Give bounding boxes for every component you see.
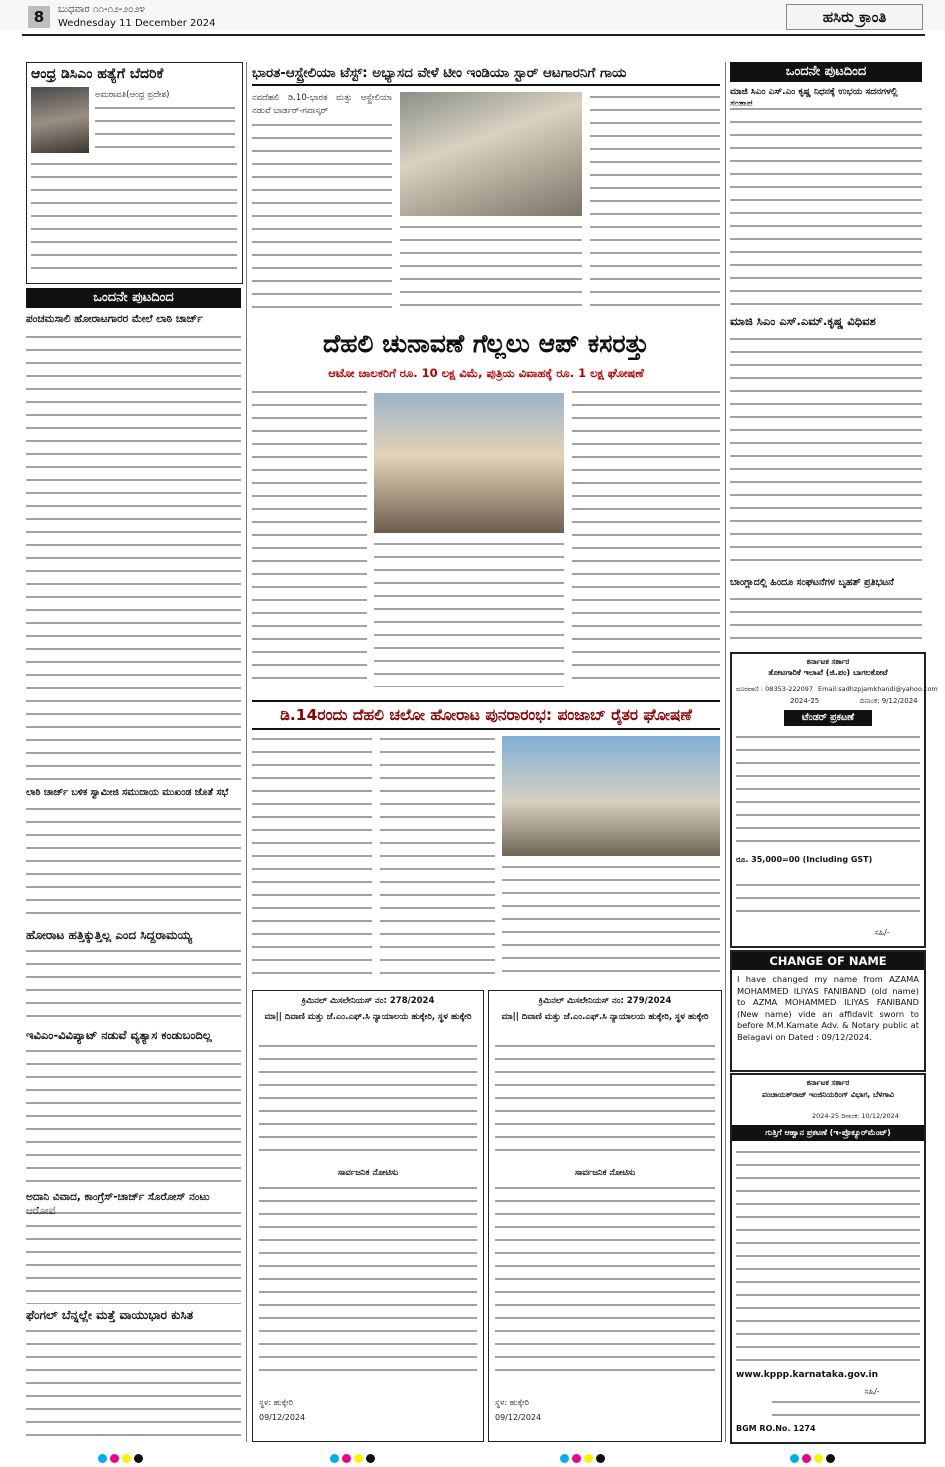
registration-marks-1 <box>98 1448 146 1467</box>
cricket-story <box>252 62 720 317</box>
legal-notice-1 <box>252 990 484 1442</box>
cricket-text-col-2 <box>400 222 582 312</box>
andhra-story <box>26 62 243 284</box>
notice-signoff: ಸಹಿ/- <box>864 1387 880 1396</box>
left-section-label: ಒಂದನೇ ಪುಟದಿಂದ <box>26 288 241 308</box>
left-story-1-text <box>26 332 241 782</box>
farmers-headline: ಡಿ.14ರಂದು ದೆಹಲಿ ಚಲೋ ಹೋರಾಟ ಪುನರಾರಂಭ: ಪಂಜಾಬ್ ರೈತರ ಘೋಷಣೆ <box>252 700 720 730</box>
notice-signatory <box>772 1397 920 1417</box>
left-story-4-text <box>26 1046 241 1186</box>
delhi-text-col-3 <box>572 387 720 687</box>
legal-1-date: 09/12/2024 <box>259 1413 306 1422</box>
delhi-headline: ದೆಹಲಿ ಚುನಾವಣೆ ಗೆಲ್ಲಲು ಆಪ್ ಕಸರತ್ತು <box>323 329 649 358</box>
left-story-3-text <box>26 946 241 1024</box>
legal-2-date: 09/12/2024 <box>495 1413 542 1422</box>
legal-notice-2 <box>488 990 722 1442</box>
tender-notice-belagavi <box>730 1073 926 1444</box>
right-section-label: ಒಂದನೇ ಪುಟದಿಂದ <box>730 62 922 82</box>
andhra-text-1 <box>95 103 235 155</box>
farmers-story <box>252 700 720 985</box>
right-story-3-headline: ಬಾಂಗ್ಲಾದಲ್ಲಿ ಹಿಂದೂ ಸಂಘಟನೆಗಳ ಬೃಹತ್ ಪ್ರತಿಭಟನೆ <box>730 577 894 588</box>
left-story-1-headline: ಪಂಚಮಸಾಲಿ ಹೋರಾಟಗಾರರ ಮೇಲೆ ಲಾಠಿ ಚಾರ್ಜ್ <box>26 313 203 325</box>
tender-title: ಟೆಂಡರ್ ಪ್ರಕಟಣೆ <box>784 710 872 726</box>
change-of-name-body: I have changed my name from AZAMA MOHAMMED ILIYAS FANIBAND (old name) to AZMA MOHAMMED ILIYAS FANIBAND (New name) vide an affidavit sworn to before M.M.Kamate Adv. & Notary public at Belagavi on Dated : 09/12/2024. <box>737 974 919 1042</box>
tender-office: ತೋಟಗಾರಿಕೆ ಇಲಾಖೆ (ಜಿ.ಪಂ) ಬಾಗಲಕೋಟೆ <box>768 668 888 677</box>
delhi-photo <box>374 393 564 533</box>
legal-2-court: ಮಾ|| ದಿವಾಣಿ ಮತ್ತು ಜೆ.ಎಂ.ಎಫ್.ಸಿ ನ್ಯಾಯಾಲಯ ಹುಕ್ಕೇರಿ, ಸ್ಥಳ ಹುಕ್ಕೇರಿ <box>501 1012 709 1022</box>
legal-1-court: ಮಾ|| ದಿವಾಣಿ ಮತ್ತು ಜೆ.ಎಂ.ಎಫ್.ಸಿ ನ್ಯಾಯಾಲಯ ಹುಕ್ಕೇರಿ, ಸ್ಥಳ ಹುಕ್ಕೇರಿ <box>264 1012 472 1022</box>
farmers-photo <box>502 736 720 856</box>
right-story-1-headline: ಮಾಜಿ ಸಿಎಂ ಎಸ್.ಎಂ ಕೃಷ್ಣ ನಿಧನಕ್ಕೆ ಉಭಯ ಸದನಗಳಲ್ಲಿ <box>730 87 898 97</box>
left-story-5-text <box>26 1208 241 1304</box>
tender-org: ಕರ್ನಾಟಕ ಸರ್ಕಾರ <box>806 657 850 666</box>
legal-2-case: ಕ್ರಿಮಿನಲ್ ಮಿಸಲೇನಿಯಸ್ ನಂ: 279/2024 <box>538 996 672 1006</box>
notice-body <box>736 1147 920 1365</box>
cricket-photo <box>400 92 582 216</box>
date-kannada: ಬುಧವಾರ ೧೧-೧೨-೨೦೨೪ <box>58 4 145 15</box>
registration-marks-3 <box>560 1448 608 1467</box>
andhra-text-2 <box>31 159 237 277</box>
page-number: 8 <box>28 6 50 28</box>
delhi-text-col-2 <box>374 539 564 687</box>
farmers-text-col-2 <box>380 734 495 979</box>
left-story-2-text <box>26 804 241 924</box>
left-story-6-headline: ಫೆಂಗಲ್ ಬೆನ್ನಲ್ಲೇ ಮತ್ತೆ ವಾಯುಭಾರ ಕುಸಿತ <box>26 1308 194 1322</box>
notice-org: ಕರ್ನಾಟಕ ಸರ್ಕಾರ <box>806 1078 850 1087</box>
legal-2-body <box>495 1183 715 1373</box>
right-story-1-text <box>730 104 922 309</box>
column-rule-right <box>725 62 726 1442</box>
column-rule-left <box>246 62 247 1442</box>
page-header <box>0 0 945 52</box>
tender-body <box>736 732 920 852</box>
tender-email: Email:sadhzpjamkhandi@yahoo.com <box>818 685 938 693</box>
cricket-text-col-1 <box>252 120 392 310</box>
left-story-3-headline: ಹೋರಾಟ ಹತ್ತಿಕ್ಕುತ್ತಿಲ್ಲ ಎಂದ ಸಿದ್ದರಾಮಯ್ಯ <box>26 928 192 942</box>
tender-notice <box>730 652 938 948</box>
cricket-text-col-3 <box>590 92 720 312</box>
notice-url: www.kppp.karnataka.gov.in <box>736 1370 879 1380</box>
notice-title: ಗುತ್ತಿಗೆ ಆಹ್ವಾನ ಪ್ರಕಟಣೆ (ಇ-ಪ್ರೊಕ್ಯೂರ್‌ಮೆಂಟ್) <box>732 1125 924 1141</box>
cricket-dateline: ನವದೆಹಲಿ ಡಿ.10-ಭಾರತ ಮತ್ತು ಆಸ್ಟ್ರೇಲಿಯಾ ನಡುವೆ ಬಾರ್ಡರ್-ಗವಾಸ್ಕರ್ <box>252 93 392 116</box>
right-column-stories <box>730 86 922 646</box>
delhi-text-col-1 <box>252 387 367 687</box>
legal-2-parties <box>495 1041 715 1161</box>
date-english: Wednesday 11 December 2024 <box>58 18 216 29</box>
andhra-photo <box>31 87 89 153</box>
notice-ref: 2024-25 ದಿನಾಂಕ: 10/12/2024 <box>812 1112 899 1120</box>
legal-2-place: ಸ್ಥಳ: ಹುಕ್ಕೇರಿ <box>495 1398 529 1407</box>
notice-dept: ಪಂಚಾಯತ್‌ರಾಜ್ ಇಂಜಿನಿಯರಿಂಗ್ ವಿಭಾಗ, ಬೆಳಗಾವಿ <box>761 1090 895 1099</box>
right-story-2-text <box>730 334 922 569</box>
left-story-6-text <box>26 1326 241 1438</box>
tender-date: ದಿನಾಂಕ: 9/12/2024 <box>860 697 918 705</box>
legal-1-body <box>259 1183 477 1373</box>
notice-bgm-ro: BGM RO.No. 1274 <box>736 1424 816 1433</box>
tender-body-2 <box>736 880 920 922</box>
tender-phone: ದೂರವಾಣಿ : 08353-222097 <box>736 685 814 693</box>
tender-amount: ರೂ. 35,000=00 (Including GST) <box>736 855 873 864</box>
registration-marks-2 <box>330 1448 378 1467</box>
tender-ref: 2024-25 <box>790 697 820 705</box>
legal-1-place: ಸ್ಥಳ: ಹುಕ್ಕೇರಿ <box>259 1398 293 1407</box>
right-story-3-text <box>730 594 922 646</box>
farmers-text-col-1 <box>252 734 372 979</box>
left-story-4-headline: ಇವಿಎಂ-ವಿವಿಪ್ಯಾಟ್ ನಡುವೆ ವ್ಯತ್ಯಾಸ ಕಂಡುಬಂದಿಲ್ಲ <box>26 1028 212 1042</box>
newspaper-brand: ಹಸಿರು ಕ್ರಾಂತಿ <box>786 4 923 30</box>
legal-2-section: ಸಾರ್ವಜನಿಕ ನೋಟಿಸು <box>574 1168 636 1178</box>
right-story-2-headline: ಮಾಜಿ ಸಿಎಂ ಎಸ್.ಎಮ್.ಕೃಷ್ಣ ವಿಧಿವಶ <box>730 314 876 328</box>
registration-marks-4 <box>790 1448 838 1467</box>
change-of-name-title: CHANGE OF NAME <box>732 952 924 970</box>
change-of-name <box>730 950 926 1072</box>
left-story-2-headline: ಲಾಠಿ ಚಾರ್ಜ್ ಬಳಿಕ ಸ್ವಾಮೀಜಿ ಸಮುದಾಯ ಮುಖಂಡ ಜೊತೆ ಸಭೆ <box>26 787 229 798</box>
left-story-5-headline: ಅದಾನಿ ವಿವಾದ, ಕಾಂಗ್ರೆಸ್-ಚಾರ್ಜ್ ಸೊರೋಸ್ ನಂಟು <box>26 1191 210 1203</box>
legal-1-section: ಸಾರ್ವಜನಿಕ ನೋಟಿಸು <box>337 1168 399 1178</box>
delhi-subhead: ಆಟೋ ಚಾಲಕರಿಗೆ ರೂ. 10 ಲಕ್ಷ ವಿಮೆ, ಪುತ್ರಿಯ ವಿವಾಹಕ್ಕೆ ರೂ. 1 ಲಕ್ಷ ಘೋಷಣೆ <box>328 366 644 380</box>
delhi-story <box>252 325 720 695</box>
left-column-stories <box>26 312 241 1442</box>
header-rule <box>22 34 925 36</box>
legal-1-case: ಕ್ರಿಮಿನಲ್ ಮಿಸಲೇನಿಯಸ್ ನಂ: 278/2024 <box>301 996 435 1006</box>
andhra-dateline: ಅಮರಾವತಿ(ಆಂಧ್ರ ಪ್ರದೇಶ) <box>95 90 170 100</box>
tender-signoff: ಸಹಿ/- <box>874 928 890 937</box>
andhra-headline: ಆಂಧ್ರ ಡಿಸಿಎಂ ಹತ್ಯೆಗೆ ಬೆದರಿಕೆ <box>31 66 164 82</box>
legal-1-parties <box>259 1041 477 1161</box>
farmers-text-col-3 <box>502 862 720 979</box>
cricket-headline: ಭಾರತ-ಆಸ್ಟ್ರೇಲಿಯಾ ಟೆಸ್ಟ್: ಅಭ್ಯಾಸದ ವೇಳೆ ಟೀಂ ಇಂಡಿಯಾ ಸ್ಟಾರ್ ಆಟಗಾರನಿಗೆ ಗಾಯ <box>252 62 720 86</box>
